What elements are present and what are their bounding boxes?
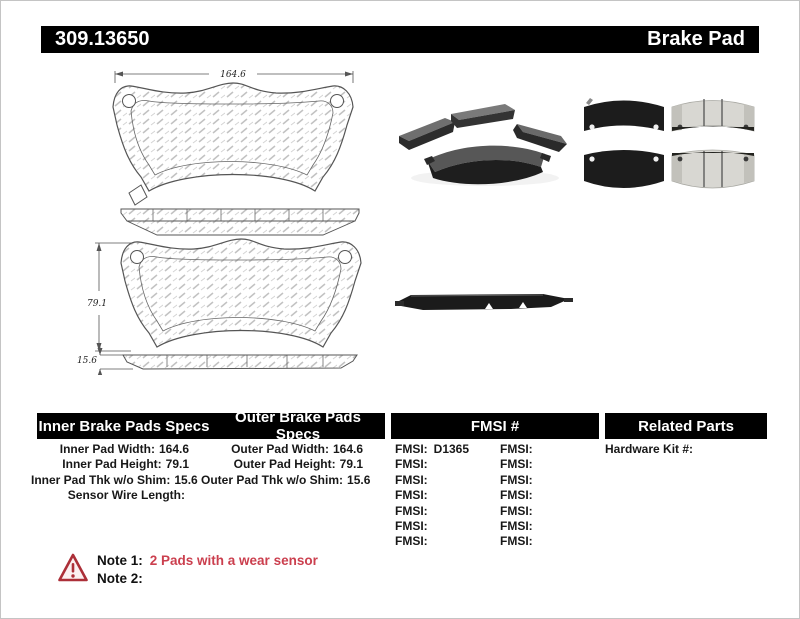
fmsi-header: FMSI # [470,417,520,435]
fmsi-value: D1365 [433,442,470,456]
fmsi-label: FMSI: [500,503,533,518]
related-parts-header-bar [605,413,767,439]
related-row [605,442,767,457]
spec-label: Inner Pad Width: [59,442,155,456]
fmsi-label: FMSI: [500,488,533,503]
height-dimension-label: 79.1 [86,299,108,309]
note-1 [97,552,318,570]
fmsi-row [395,519,495,534]
fmsi-row [500,504,600,519]
pad-photo-black-bottom [584,150,664,188]
photo-pads-grid [578,89,760,203]
spec-label: Outer Pad Thk w/o Shim: [201,472,344,487]
drawing-front-view-1 [113,70,353,205]
fmsi-row [500,442,600,457]
fmsi-header-bar [391,413,599,439]
related-parts-column [605,442,767,457]
fmsi-row [395,442,495,457]
note-1-text: 2 Pads with a wear sensor [149,553,318,568]
spec-value: 15.6 [347,472,371,487]
fmsi-row [500,519,600,534]
fmsi-row [395,473,495,488]
spec-label: Sensor Wire Length: [67,488,185,503]
fmsi-column-1 [395,442,495,550]
inner-specs-column [31,442,198,504]
drawing-edge-view [77,345,357,375]
pad-photo-back-left [399,118,455,150]
spec-value: 164.6 [158,442,189,456]
spec-row [201,457,363,472]
fmsi-label: FMSI: [395,503,428,518]
spec-label: Inner Pad Thk w/o Shim: [31,472,171,487]
photo-pads-angled [393,96,575,191]
fmsi-row [395,534,495,549]
spec-row [31,442,189,457]
related-parts-header: Related Parts [638,417,734,435]
warning-icon [58,552,88,584]
spec-label: Outer Pad Width: [231,442,329,456]
pad-photo-back-right [513,124,567,152]
notes [97,552,318,587]
spec-value: 164.6 [332,442,363,456]
fmsi-label: FMSI: [395,442,428,456]
photo-pad-edge [393,284,575,328]
pad-photo-light-top [672,99,754,131]
pad-photo-light-bottom [672,150,754,188]
fmsi-label: FMSI: [500,442,533,456]
related-label: Hardware Kit #: [605,442,694,456]
fmsi-row [395,504,495,519]
outer-specs-header: Outer Brake Pads Specs [235,409,361,443]
spec-value: 79.1 [165,457,189,472]
fmsi-label: FMSI: [500,518,533,533]
fmsi-label: FMSI: [395,518,428,533]
spec-row [31,457,189,472]
fmsi-row [500,473,600,488]
drawing-front-view-2 [87,239,361,351]
drawing-top-view [121,209,359,235]
spec-label: Inner Pad Height: [62,457,162,472]
pad-photo-black-top [584,98,664,131]
fmsi-row [500,534,600,549]
note-1-label: Note 1: [97,553,143,568]
width-dimension-label: 164.6 [220,70,246,80]
fmsi-label: FMSI: [395,457,428,472]
spec-row [31,472,198,488]
outer-specs-column [201,442,371,488]
spec-row [31,488,189,503]
fmsi-row [395,488,495,503]
spec-value: 15.6 [174,472,198,487]
fmsi-label: FMSI: [395,534,428,549]
spec-row [201,472,371,488]
part-number: 309.13650 [55,28,150,50]
specs-header-bar [37,409,385,443]
fmsi-row [500,488,600,503]
inner-specs-header: Inner Brake Pads Specs [38,417,210,435]
fmsi-row [500,457,600,472]
title-bar [41,26,759,53]
fmsi-label: FMSI: [395,488,428,503]
fmsi-label: FMSI: [395,472,428,487]
technical-drawing [71,63,371,375]
spec-label: Outer Pad Height: [233,457,336,472]
thickness-dimension-label: 15.6 [76,356,97,366]
note-2-label: Note 2: [97,570,143,586]
fmsi-label: FMSI: [500,457,533,472]
wear-sensor-tab [129,185,147,205]
pad-photo-back-middle [451,104,515,128]
page-title: Brake Pad [647,28,745,50]
spec-value: 79.1 [339,457,363,472]
fmsi-column-2 [500,442,600,550]
fmsi-row [395,457,495,472]
note-2 [97,570,318,588]
fmsi-label: FMSI: [500,472,533,487]
spec-row [201,442,363,457]
fmsi-label: FMSI: [500,534,533,549]
